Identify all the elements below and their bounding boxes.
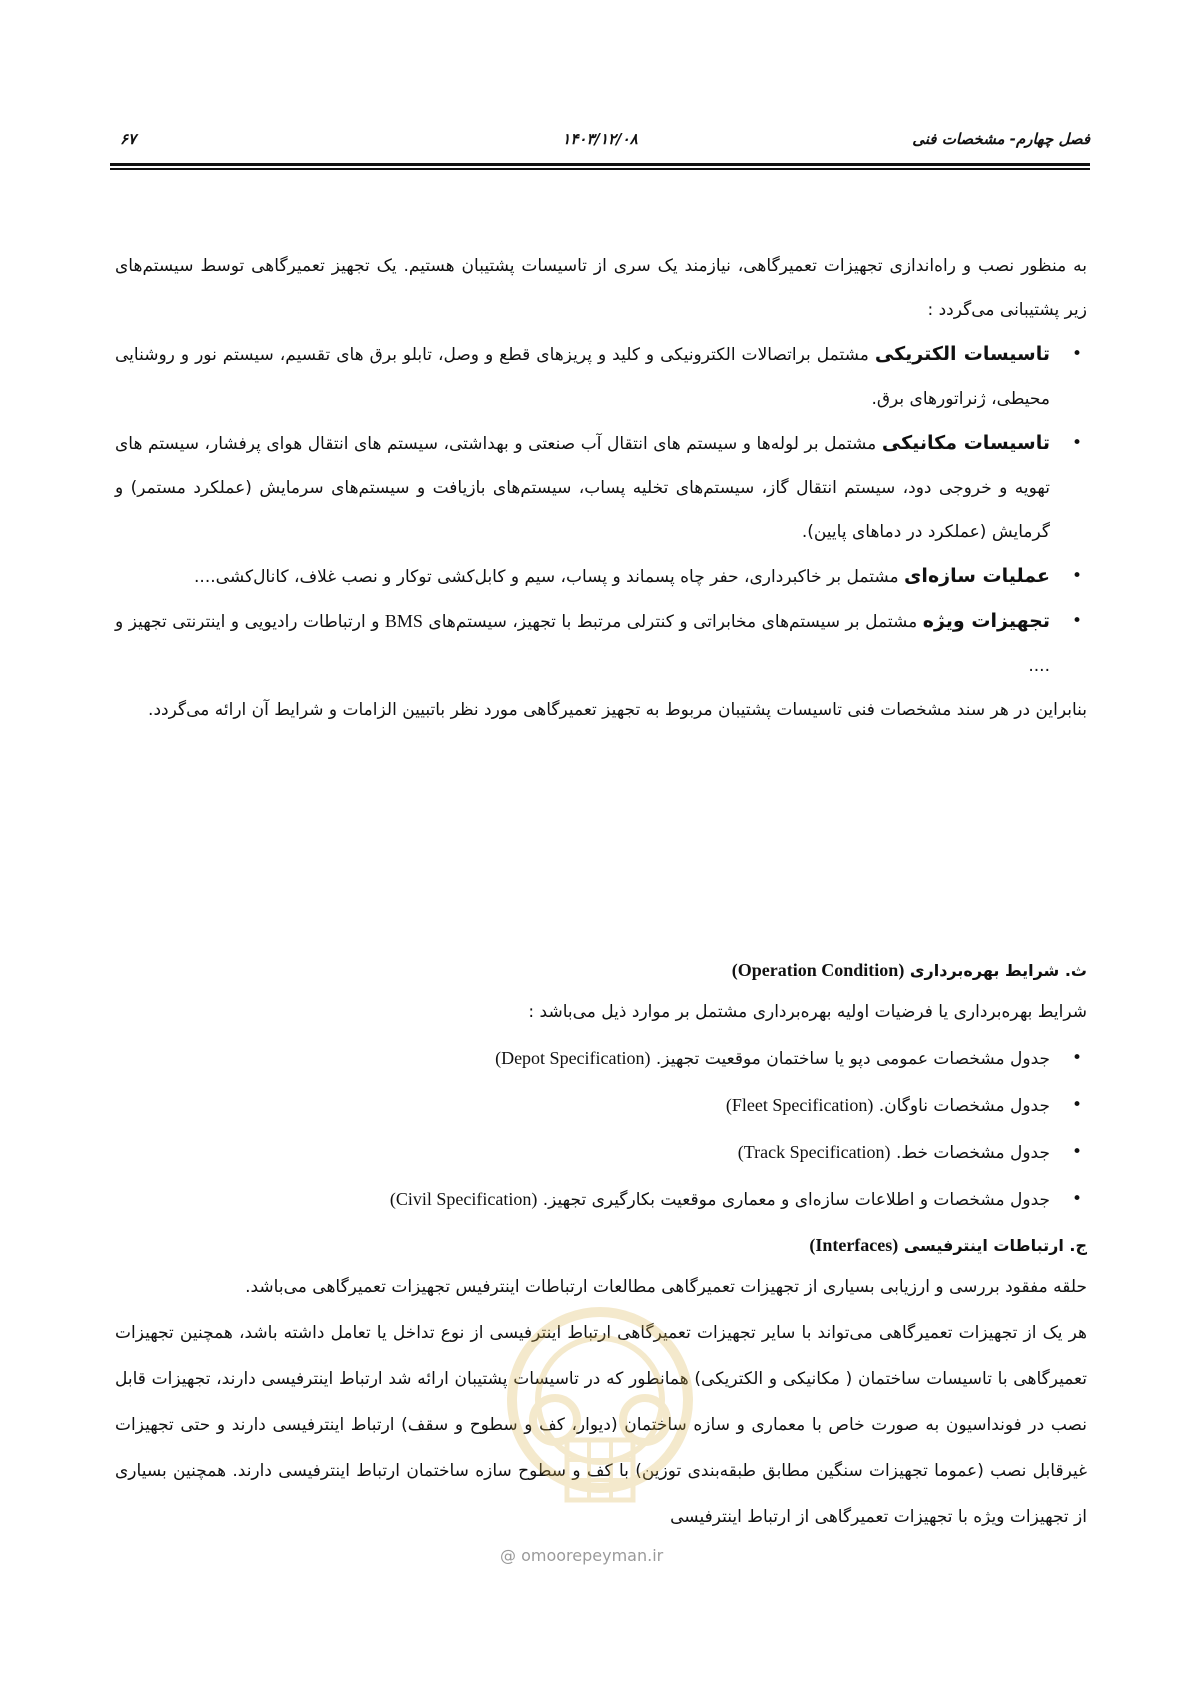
- bullet-term: تجهیزات ویژه: [922, 610, 1050, 632]
- bms-label: BMS: [384, 611, 423, 631]
- item-fa: جدول مشخصات عمومی دپو یا ساختمان موقعیت تجهیز.: [650, 1049, 1050, 1069]
- bullet-text: مشتمل بر خاکبرداری، حفر چاه پسماند و پساب، سیم و کابل‌کشی توکار و نصب غلاف، کانال‌کشی....: [194, 567, 905, 587]
- heading-fa: ج. ارتباطات اینترفیسی: [898, 1236, 1087, 1255]
- bullet-mechanical: [115, 421, 1087, 554]
- bullet-dot: •: [1071, 433, 1082, 453]
- bullet-dot: •: [1071, 1048, 1082, 1068]
- bullet-text: مشتمل براتصالات الکترونیکی و کلید و پریزهای قطع و وصل، تابلو برق های تقسیم، سیستم نور و روشنایی محیطی، ژنراتورهای برق.: [115, 345, 1050, 409]
- intro-paragraph: به منظور نصب و راه‌اندازی تجهیزات تعمیرگاهی، نیازمند یک سری از تاسیسات پشتیبان هستیم. یک تجهیز تعمیرگاهی توسط سیستم‌های زیر پشتیبانی می‌گردد :: [115, 256, 1087, 320]
- heading-en: (Operation Condition): [731, 960, 905, 980]
- item-en: (Civil Specification): [389, 1189, 538, 1209]
- header-rule-thick: [110, 163, 1090, 166]
- item-fa: جدول مشخصات ناوگان.: [873, 1096, 1050, 1116]
- bullet-dot: •: [1071, 566, 1082, 586]
- heading-en: (Interfaces): [809, 1235, 899, 1255]
- bullet-dot: •: [1071, 1189, 1082, 1209]
- bullet-dot: •: [1071, 344, 1082, 364]
- item-en: (Track Specification): [737, 1142, 891, 1162]
- item-en: (Fleet Specification): [725, 1095, 874, 1115]
- section-heading: [115, 952, 1087, 989]
- bullet-text: مشتمل بر سیستم‌های مخابراتی و کنترلی مرتبط با تجهیز، سیستم‌های: [422, 612, 923, 632]
- bullet-dot: •: [1071, 1095, 1082, 1115]
- watermark-logo: [495, 1300, 705, 1520]
- support-facilities-section: [115, 244, 1087, 732]
- bullet-dot: •: [1071, 1142, 1082, 1162]
- list-item: [115, 1082, 1087, 1129]
- item-fa: جدول مشخصات خط.: [890, 1143, 1050, 1163]
- bullet-electrical: [115, 332, 1087, 421]
- item-fa: جدول مشخصات و اطلاعات سازه‌ای و معماری موقعیت بکارگیری تجهیز.: [537, 1190, 1050, 1210]
- section-intro: شرایط بهره‌برداری یا فرضیات اولیه بهره‌برداری مشتمل بر موارد ذیل می‌باشد :: [528, 1002, 1087, 1022]
- page-number: ۶۷: [120, 130, 137, 148]
- list-item: [115, 1129, 1087, 1176]
- heading-fa: ث. شرایط بهره‌برداری: [904, 961, 1087, 980]
- watermark-website: @ omoorepeyman.ir: [500, 1546, 664, 1565]
- bullet-structural: [115, 554, 1087, 599]
- conclusion-paragraph: بنابراین در هر سند مشخصات فنی تاسیسات پشتیبان مربوط به تجهیز تعمیرگاهی مورد نظر باتبیین الزامات و شرایط آن ارائه می‌گردد.: [148, 700, 1087, 720]
- chapter-title: فصل چهارم- مشخصات فنی: [912, 130, 1090, 148]
- item-en: (Depot Specification): [495, 1048, 651, 1068]
- bullet-text-continued: و ارتباطات رادیویی و اینترنتی تجهیز و ....: [115, 612, 1050, 676]
- bullet-term: عملیات سازه‌ای: [904, 565, 1050, 587]
- operation-condition-section: [115, 952, 1087, 1223]
- header-rule-thin: [110, 168, 1090, 170]
- list-item: [115, 1035, 1087, 1082]
- bullet-special-equipment: [115, 599, 1087, 688]
- paragraph: حلقه مفقود بررسی و ارزیابی بسیاری از تجهیزات تعمیرگاهی مطالعات ارتباطات اینترفیس تجهیزات تعمیرگاهی می‌باشد.: [245, 1277, 1087, 1297]
- paragraph: هر یک از تجهیزات تعمیرگاهی می‌تواند با سایر تجهیزات تعمیرگاهی ارتباط اینترفیسی از نوع تداخل یا تعامل داشته باشد، همچنین تجهیزات تعمیرگاهی با تاسیسات ساختمان ( مکانیکی و الکتریکی) همانطور که در تاسیسات پشتیبان ارائه شد ارتباط اینترفیسی دارند، تجهیزات قابل نصب در فونداسیون به صورت خاص با معماری و سازه ساختمان (دیوار، کف و سطوح و سقف) ارتباط اینترفیسی دارند و حتی تجهیزات غیرقابل نصب (عموما تجهیزات سنگین مطابق طبقه‌بندی توزین) با کف و سطوح سازه ساختمان ارتباط اینترفیسی دارند. همچنین بسیاری از تجهیزات ویژه با تجهیزات تعمیرگاهی از ارتباط اینترفیسی: [115, 1323, 1087, 1527]
- bullet-text: مشتمل بر لوله‌ها و سیستم های انتقال آب صنعتی و بهداشتی، سیستم های انتقال هوای پرفشار، سیستم های تهویه و خروجی دود، سیستم انتقال گاز، سیستم‌های تخلیه پساب، سیستم‌های بازیافت و سیستم‌های سرمایش (عملکرد مستمر) و گرمایش (عملکرد در دماهای پایین).: [115, 434, 1050, 542]
- bullet-term: تاسیسات الکتریکی: [874, 343, 1050, 365]
- header-date: ۱۴۰۳/۱۲/۰۸: [562, 130, 638, 148]
- bullet-term: تاسیسات مکانیکی: [881, 432, 1050, 454]
- page-header: [110, 130, 1090, 160]
- list-item: [115, 1176, 1087, 1223]
- bullet-dot: •: [1071, 611, 1082, 631]
- section-heading: [115, 1227, 1087, 1264]
